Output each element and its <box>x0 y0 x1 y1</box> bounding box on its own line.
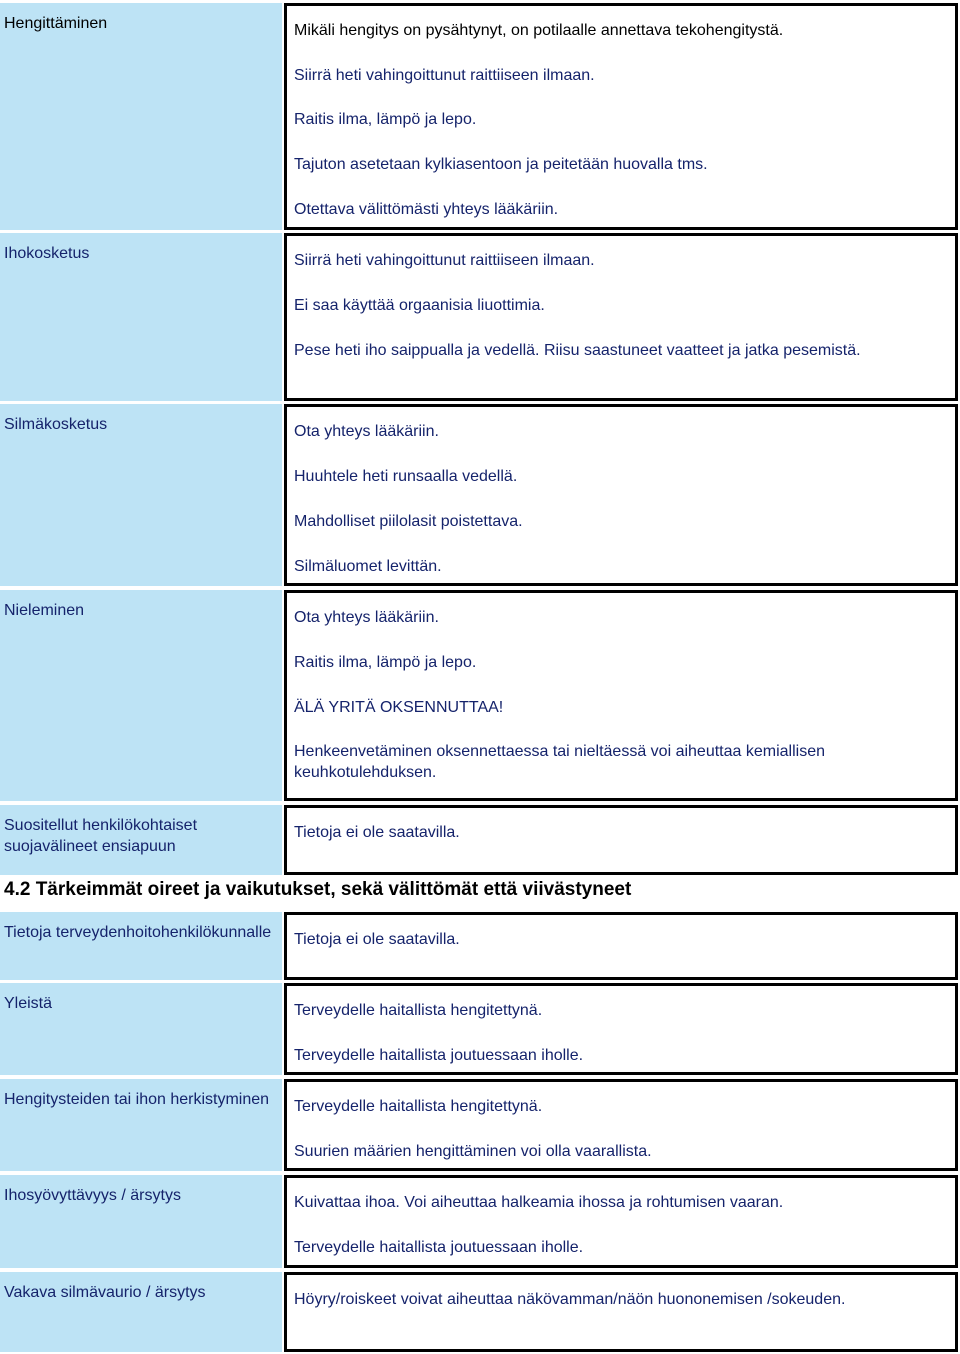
content-line: Raitis ilma, lämpö ja lepo. <box>294 654 477 671</box>
first-aid-row-breathing <box>0 3 960 230</box>
content-line: Ota yhteys lääkäriin. <box>294 423 439 440</box>
row-label: Hengittäminen <box>0 3 283 230</box>
row-label: Ihosyövyttävyys / ärsytys <box>0 1175 283 1268</box>
symptoms-row-medical-info <box>0 912 960 980</box>
content-line: Silmäluomet levittän. <box>294 558 442 575</box>
content-line: Tietoja ei ole saatavilla. <box>294 824 460 841</box>
row-content <box>284 3 958 230</box>
content-line: ÄLÄ YRITÄ OKSENNUTTAA! <box>294 699 504 716</box>
row-content <box>284 912 958 980</box>
content-line: Suurien määrien hengittäminen voi olla vaarallista. <box>294 1143 652 1160</box>
content-line: Terveydelle haitallista hengitettynä. <box>294 1098 543 1115</box>
row-content <box>284 1272 958 1352</box>
first-aid-row-ingestion <box>0 590 960 801</box>
content-line: Huuhtele heti runsaalla vedellä. <box>294 468 518 485</box>
section-heading: 4.2 Tärkeimmät oireet ja vaikutukset, sekä välittömät että viivästyneet <box>4 879 632 900</box>
content-line: Pese heti iho saippualla ja vedellä. Riisu saastuneet vaatteet ja jatka pesemistä. <box>294 342 861 359</box>
row-label: Tietoja terveydenhoitohenkilökunnalle <box>0 912 283 980</box>
symptoms-row-skin-corrosion <box>0 1175 960 1268</box>
content-line: Terveydelle haitallista joutuessaan iholle. <box>294 1047 584 1064</box>
row-content <box>284 1079 958 1171</box>
row-content <box>284 805 958 875</box>
content-line: Höyry/roiskeet voivat aiheuttaa näkövamman/näön huononemisen /sokeuden. <box>294 1291 846 1308</box>
row-content <box>284 404 958 586</box>
first-aid-row-protective-equipment <box>0 805 960 875</box>
row-label: Nieleminen <box>0 590 283 801</box>
content-line: Kuivattaa ihoa. Voi aiheuttaa halkeamia ihossa ja rohtumisen vaaran. <box>294 1194 784 1211</box>
content-line: Otettava välittömästi yhteys lääkäriin. <box>294 201 559 218</box>
row-label: Suositellut henkilökohtaiset suojavälineet ensiapuun <box>0 805 283 875</box>
content-line: Ei saa käyttää orgaanisia liuottimia. <box>294 297 545 314</box>
symptoms-row-general <box>0 983 960 1075</box>
row-label: Vakava silmävaurio / ärsytys <box>0 1272 283 1352</box>
symptoms-row-eye-damage <box>0 1272 960 1352</box>
first-aid-row-eye-contact <box>0 404 960 586</box>
row-content <box>284 1175 958 1268</box>
row-content <box>284 983 958 1075</box>
row-label: Silmäkosketus <box>0 404 283 586</box>
first-aid-row-skin-contact <box>0 233 960 401</box>
content-line: Henkeenvetäminen oksennettaessa tai nieltäessä voi aiheuttaa kemiallisen keuhkotulehduksen. <box>294 743 825 781</box>
row-content <box>284 590 958 801</box>
content-line: Mahdolliset piilolasit poistettava. <box>294 513 523 530</box>
row-label: Yleistä <box>0 983 283 1075</box>
content-line: Siirrä heti vahingoittunut raittiiseen ilmaan. <box>294 67 595 84</box>
content-line: Raitis ilma, lämpö ja lepo. <box>294 111 477 128</box>
content-line: Siirrä heti vahingoittunut raittiiseen ilmaan. <box>294 252 595 269</box>
content-line: Terveydelle haitallista hengitettynä. <box>294 1002 543 1019</box>
content-line: Tajuton asetetaan kylkiasentoon ja peitetään huovalla tms. <box>294 156 708 173</box>
content-line: Terveydelle haitallista joutuessaan iholle. <box>294 1239 584 1256</box>
row-label: Ihokosketus <box>0 233 283 401</box>
content-line: Mikäli hengitys on pysähtynyt, on potilaalle annettava tekohengitystä. <box>294 22 784 39</box>
row-content <box>284 233 958 401</box>
row-label: Hengitysteiden tai ihon herkistyminen <box>0 1079 283 1171</box>
content-line: Ota yhteys lääkäriin. <box>294 609 439 626</box>
content-line: Tietoja ei ole saatavilla. <box>294 931 460 948</box>
symptoms-row-sensitisation <box>0 1079 960 1171</box>
